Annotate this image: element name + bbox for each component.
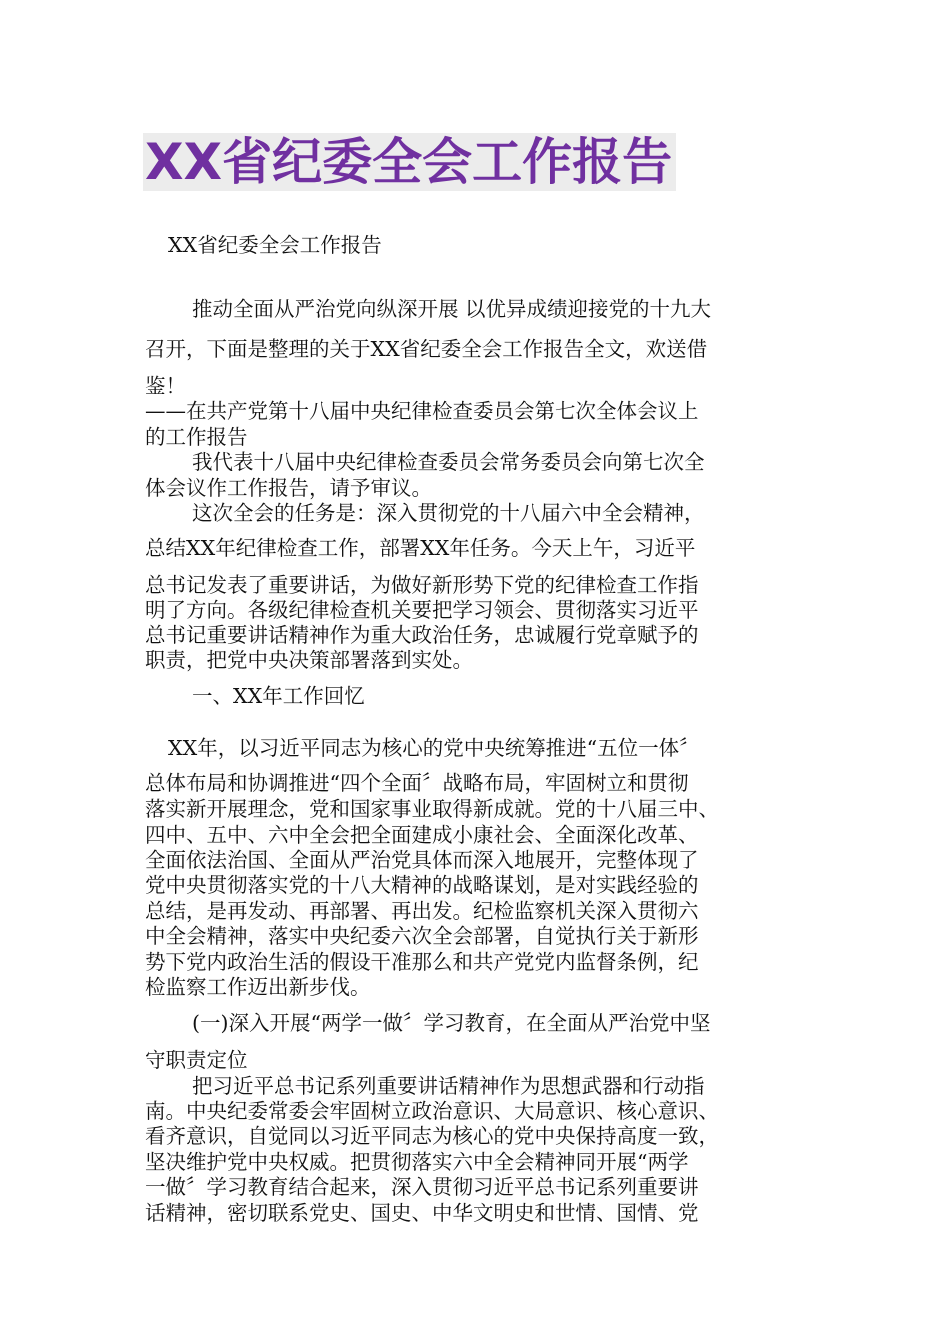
text-line: 全面依法治国、全面从严治党具体而深入地展开，完整体现了 xyxy=(145,848,699,872)
text-line: 职责，把党中央决策部署落到实处。 xyxy=(145,648,473,672)
text-line: 检监察工作迈出新步伐。 xyxy=(145,975,371,999)
text-line: 体会议作工作报告，请予审议。 xyxy=(145,476,432,500)
text-line: 南。中央纪委常委会牢固树立政治意识、大局意识、核心意识、 xyxy=(145,1099,719,1123)
text-line: 明了方向。各级纪律检查机关要把学习领会、贯彻落实习近平 xyxy=(145,598,699,622)
document-title: XX省纪委全会工作报告 xyxy=(143,133,676,191)
text-line: 守职责定位 xyxy=(145,1048,248,1072)
text-line: 召开，下面是整理的关于XX省纪委全会工作报告全文，欢送借 xyxy=(145,337,708,361)
text-line: 总书记发表了重要讲话，为做好新形势下党的纪律检查工作指 xyxy=(145,573,699,597)
text-line: 党中央贯彻落实党的十八大精神的战略谋划，是对实践经验的 xyxy=(145,873,699,897)
text-line: 中全会精神，落实中央纪委六次全会部署，自觉执行关于新形 xyxy=(145,924,699,948)
text-line: (一)深入开展“两学一做〞学习教育，在全面从严治党中坚 xyxy=(192,1011,711,1035)
text-line: 一、XX年工作回忆 xyxy=(192,684,365,708)
text-line: 总结XX年纪律检查工作，部署XX年任务。今天上午，习近平 xyxy=(145,536,696,560)
text-line: 我代表十八届中央纪律检查委员会常务委员会向第七次全 xyxy=(192,450,705,474)
text-line: 四中、五中、六中全会把全面建成小康社会、全面深化改革、 xyxy=(145,823,699,847)
text-line: 话精神，密切联系党史、国史、中华文明史和世情、国情、党 xyxy=(145,1201,699,1225)
text-line: 一做〞学习教育结合起来，深入贯彻习近平总书记系列重要讲 xyxy=(145,1175,699,1199)
text-line: 推动全面从严治党向纵深开展 以优异成绩迎接党的十九大 xyxy=(192,297,712,321)
text-line: 看齐意识，自觉同以习近平同志为核心的党中央保持高度一致， xyxy=(145,1124,719,1148)
text-line: XX年，以习近平同志为核心的党中央统筹推进“五位一体〞 xyxy=(168,736,700,760)
text-line: 这次全会的任务是：深入贯彻党的十八届六中全会精神， xyxy=(192,501,705,525)
text-line: 鉴！ xyxy=(145,374,186,398)
text-line: 的工作报告 xyxy=(145,425,248,449)
text-line: 落实新开展理念，党和国家事业取得新成就。党的十八届三中、 xyxy=(145,797,719,821)
text-line: 坚决维护党中央权威。把贯彻落实六中全会精神同开展“两学 xyxy=(145,1150,689,1174)
text-line: 总书记重要讲话精神作为重大政治任务，忠诚履行党章赋予的 xyxy=(145,623,699,647)
text-line: 总体布局和协调推进“四个全面〞战略布局，牢固树立和贯彻 xyxy=(145,771,689,795)
text-line: 总结，是再发动、再部署、再出发。纪检监察机关深入贯彻六 xyxy=(145,899,699,923)
text-line: ——在共产党第十八届中央纪律检查委员会第七次全体会议上 xyxy=(145,399,699,423)
text-line: 把习近平总书记系列重要讲话精神作为思想武器和行动指 xyxy=(192,1074,705,1098)
text-line: XX省纪委全会工作报告 xyxy=(168,233,382,257)
text-line: 势下党内政治生活的假设干准那么和共产党党内监督条例，纪 xyxy=(145,950,699,974)
